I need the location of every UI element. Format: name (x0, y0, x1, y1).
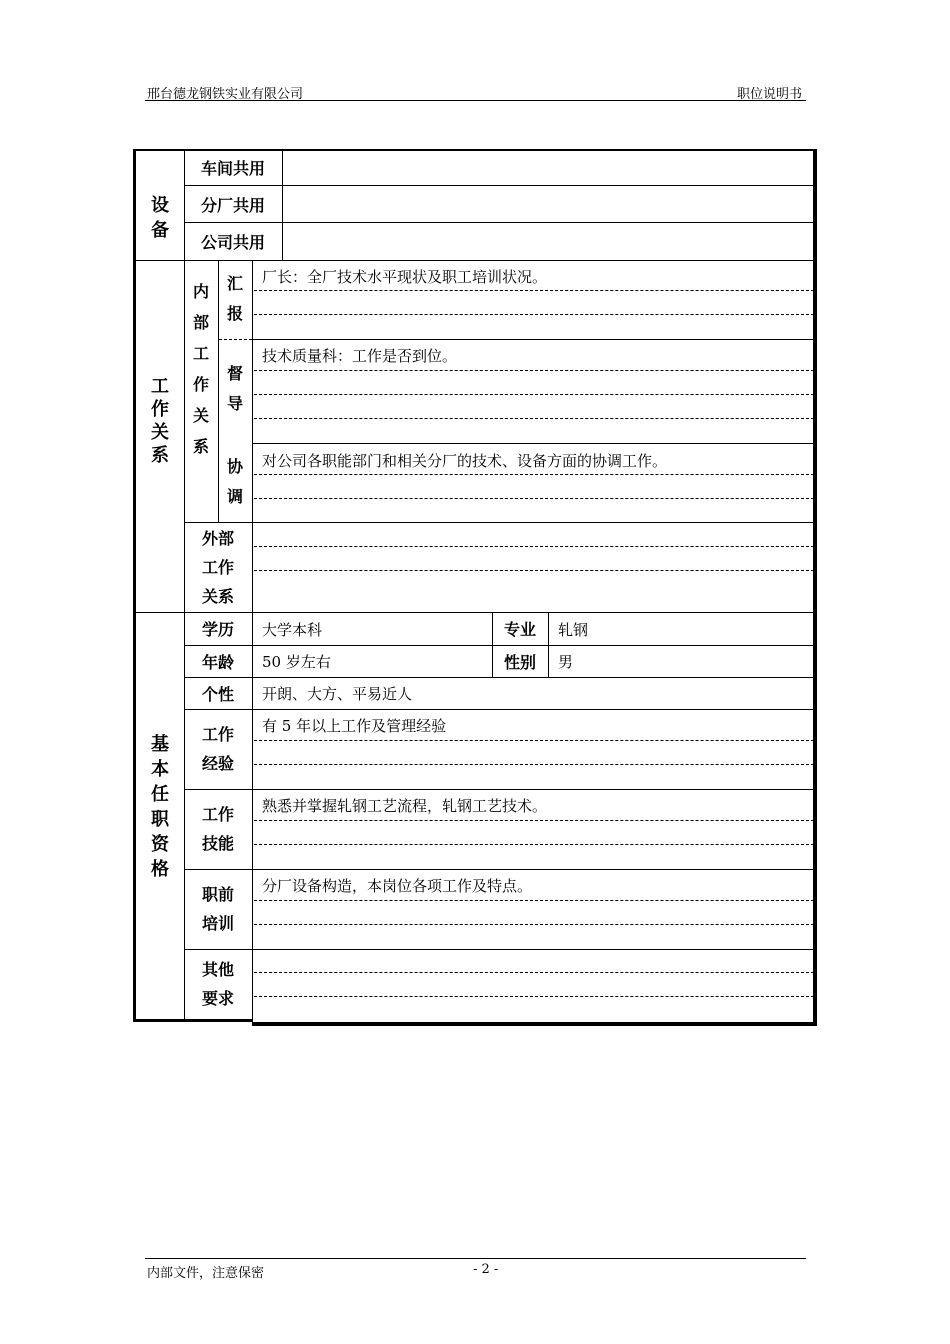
label-age: 年龄 (201, 652, 234, 672)
section-char: 系 (151, 445, 169, 466)
section-char: 本 (151, 758, 169, 780)
label-line: 技能 (201, 834, 234, 853)
label-char: 工 (192, 344, 209, 363)
dashed-line (254, 924, 814, 925)
row-line (184, 869, 814, 870)
label-experience (184, 717, 252, 781)
dashed-line (254, 972, 814, 973)
label-line: 培训 (201, 914, 234, 933)
dashed-line (254, 290, 814, 291)
internal-relations-label (184, 260, 218, 522)
label-char: 协 (226, 457, 243, 476)
label-line: 外部 (201, 528, 234, 548)
row-line (136, 260, 814, 261)
row-line (184, 522, 814, 523)
dashed-line (254, 740, 814, 741)
section-char: 任 (151, 783, 169, 805)
dashed-line (254, 546, 814, 547)
report-text: 厂长：全厂技术水平现状及职工培训状况。 (262, 268, 548, 286)
report-label (218, 268, 252, 330)
label-workshop-shared: 车间共用 (200, 159, 265, 178)
label-line: 经验 (201, 754, 234, 773)
label-line: 工作 (201, 805, 234, 824)
section-char: 基 (151, 733, 169, 755)
supervise-text: 技术质量科：工作是否到位。 (262, 347, 458, 365)
row-line (252, 443, 814, 444)
company-name: 邢台德龙钢铁实业有限公司 (147, 87, 304, 102)
value-skills: 熟悉并掌握轧钢工艺流程，轧钢工艺技术。 (262, 797, 548, 815)
coordinate-label (218, 451, 252, 513)
section-char: 资 (151, 833, 169, 855)
section-qualifications-label (136, 612, 184, 1021)
section-relations-label (136, 260, 184, 612)
dashed-line (254, 900, 814, 901)
label-other (184, 952, 252, 1016)
value-training: 分厂设备构造，本岗位各项工作及特点。 (262, 877, 533, 895)
table-bottom-border-right (253, 1022, 817, 1026)
label-branch-shared: 分厂共用 (200, 195, 265, 215)
section-char: 职 (151, 808, 169, 830)
label-gender: 性别 (503, 652, 536, 672)
label-skills (184, 797, 252, 861)
row-line (184, 709, 814, 710)
value-experience: 有 5 年以上工作及管理经验 (262, 717, 447, 735)
value-age: 50 岁左右 (262, 653, 331, 671)
row-line (252, 339, 814, 340)
dashed-line (254, 394, 814, 395)
section-char: 工 (151, 376, 169, 397)
label-char: 系 (192, 437, 209, 456)
label-major: 专业 (503, 620, 536, 639)
section-char: 格 (151, 858, 169, 880)
label-line: 要求 (201, 989, 234, 1008)
dashed-line (254, 844, 814, 845)
label-company-shared: 公司共用 (200, 233, 265, 252)
section-char: 关 (151, 422, 169, 443)
section-char: 作 (151, 399, 169, 420)
col-divider-equipment (282, 150, 283, 260)
label-line: 工作 (201, 725, 234, 744)
label-char: 调 (226, 487, 243, 506)
dashed-line (254, 570, 814, 571)
confidential-note: 内部文件，注意保密 (147, 1266, 265, 1281)
value-personality: 开朗、大方、平易近人 (262, 685, 413, 703)
document-type: 职位说明书 (737, 87, 803, 102)
value-gender: 男 (558, 653, 574, 671)
page-number: - 2 - (473, 1262, 499, 1277)
label-char: 汇 (226, 274, 243, 293)
cell-separator (219, 339, 252, 340)
dashed-line (254, 498, 814, 499)
label-char: 导 (226, 394, 243, 413)
row-line (184, 949, 814, 950)
label-line: 关系 (201, 586, 234, 606)
col-divider-content (252, 260, 253, 1026)
section-equipment-label (136, 150, 184, 260)
label-training (184, 877, 252, 941)
section-char: 备 (151, 220, 169, 241)
label-line: 工作 (201, 557, 234, 577)
row-line (184, 677, 814, 678)
label-line: 其他 (201, 960, 234, 979)
value-major: 轧钢 (558, 621, 589, 639)
supervise-label (218, 358, 252, 420)
dashed-line (254, 474, 814, 475)
label-char: 关 (192, 406, 209, 425)
label-char: 部 (192, 313, 209, 332)
row-line (184, 789, 814, 790)
label-char: 报 (226, 304, 243, 323)
coordinate-text: 对公司各职能部门和相关分厂的技术、设备方面的协调工作。 (262, 452, 668, 470)
dashed-line (254, 820, 814, 821)
label-char: 督 (226, 364, 243, 383)
external-relations-label (184, 522, 252, 612)
table-right-border (813, 149, 817, 1026)
dashed-line (254, 996, 814, 997)
dashed-line (254, 314, 814, 315)
dashed-line (254, 764, 814, 765)
label-education: 学历 (201, 620, 234, 639)
dashed-line (254, 370, 814, 371)
label-char: 内 (192, 282, 209, 301)
section-char: 设 (151, 195, 169, 216)
label-personality: 个性 (201, 684, 234, 704)
dashed-line (254, 418, 814, 419)
label-line: 职前 (201, 885, 234, 904)
label-char: 作 (192, 375, 209, 394)
value-education: 大学本科 (262, 621, 323, 639)
